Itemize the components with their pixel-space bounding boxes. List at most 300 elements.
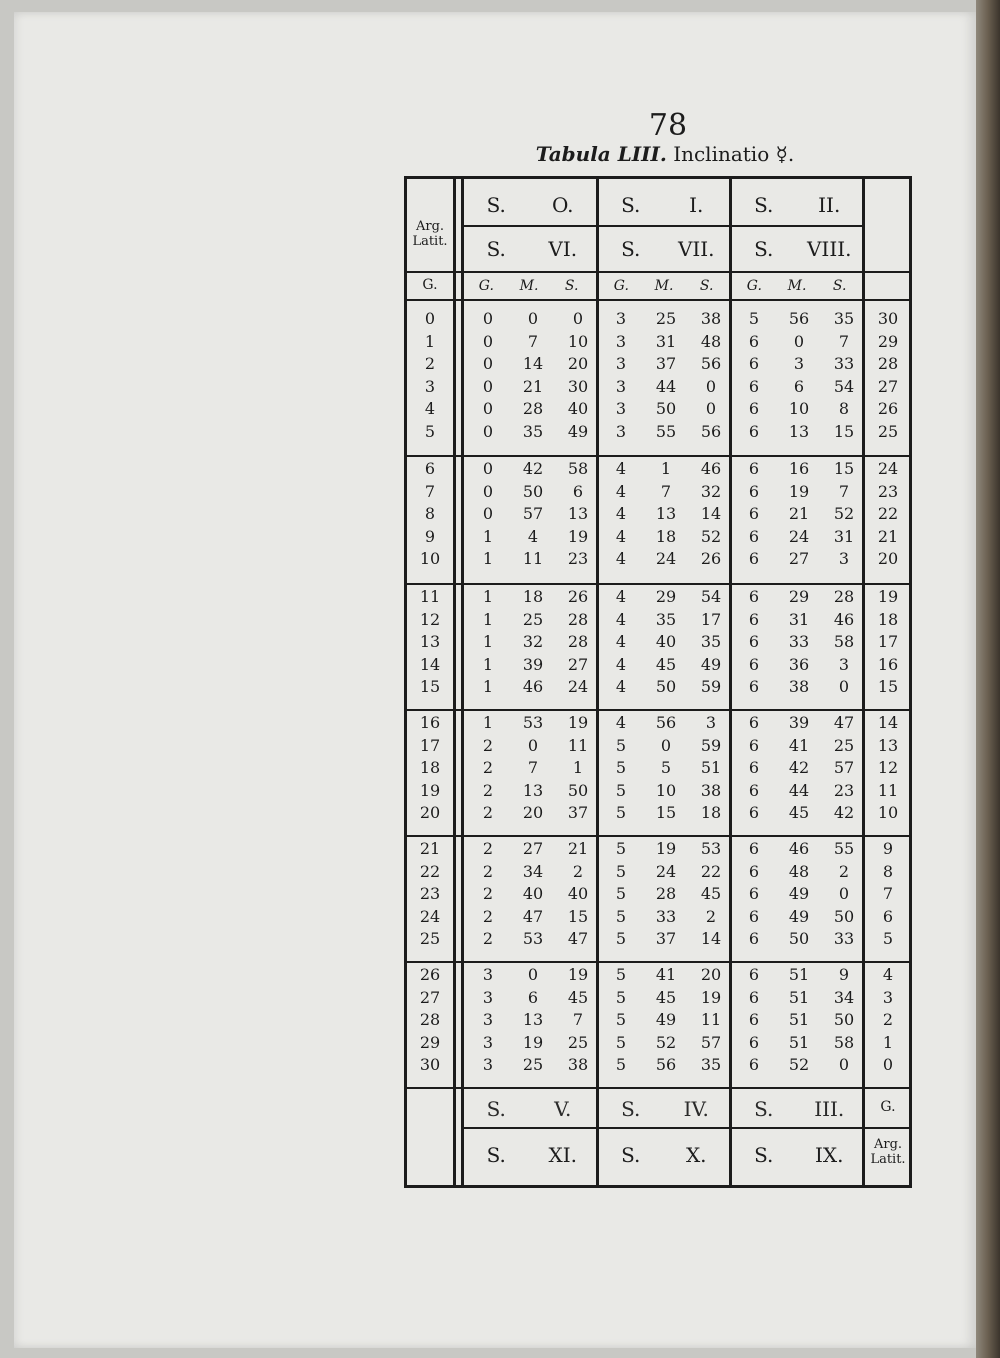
arg-degree-cell: 12 <box>419 609 441 629</box>
sign-s: S. <box>754 193 774 217</box>
seconds-cell: 26 <box>700 549 722 568</box>
unit-s: S. <box>832 278 847 294</box>
sign-header <box>731 185 862 225</box>
degrees-cell: 6 <box>748 399 760 418</box>
seconds-cell: 2 <box>572 861 584 881</box>
degrees-cell: 4 <box>615 587 627 606</box>
sign-s: S. <box>486 1097 506 1121</box>
seconds-cell: 31 <box>833 526 855 546</box>
complement-degree-cell: 20 <box>877 549 899 568</box>
seconds-cell: 2 <box>705 906 717 926</box>
minutes-cell: 0 <box>660 735 672 755</box>
arg-degree-cell: 28 <box>419 1010 441 1029</box>
arg-degree-cell: 25 <box>419 929 441 948</box>
complement-degree-cell: 12 <box>877 758 899 777</box>
degrees-cell: 6 <box>748 354 760 373</box>
complement-degree-cell: 19 <box>877 587 899 606</box>
unit-header <box>600 273 728 299</box>
minutes-cell: 56 <box>788 309 810 328</box>
minutes-cell: 7 <box>527 331 539 351</box>
minutes-cell: 10 <box>655 780 677 800</box>
arg-degree-cell: 0 <box>424 309 436 328</box>
seconds-cell: 50 <box>833 1010 855 1029</box>
minutes-cell: 36 <box>788 654 810 674</box>
degrees-cell: 5 <box>615 1055 627 1074</box>
table-row <box>407 781 909 803</box>
minutes-cell: 25 <box>655 309 677 328</box>
minutes-cell: 35 <box>522 421 544 441</box>
seconds-cell: 52 <box>833 504 855 523</box>
minutes-cell: 37 <box>655 354 677 373</box>
sign-s: S. <box>486 1143 506 1167</box>
unit-g: G. <box>478 278 494 294</box>
arg-degree-cell: 24 <box>419 906 441 926</box>
rule <box>407 583 909 585</box>
arg-degree-cell: 23 <box>419 884 441 903</box>
seconds-cell: 19 <box>567 713 589 732</box>
minutes-cell: 44 <box>655 376 677 396</box>
degrees-cell: 3 <box>615 376 627 396</box>
seconds-cell: 11 <box>700 1010 722 1029</box>
degrees-cell: 5 <box>615 735 627 755</box>
table-row <box>407 332 909 354</box>
minutes-cell: 13 <box>788 421 810 441</box>
degrees-cell: 2 <box>482 929 494 948</box>
degrees-cell: 5 <box>615 758 627 777</box>
minutes-cell: 14 <box>522 354 544 373</box>
degrees-cell: 6 <box>748 861 760 881</box>
table-row <box>407 377 909 399</box>
table-row <box>407 713 909 735</box>
seconds-cell: 59 <box>700 735 722 755</box>
arg-degree-cell: 22 <box>419 861 441 881</box>
minutes-cell: 15 <box>655 803 677 822</box>
degrees-cell: 6 <box>748 965 760 984</box>
seconds-cell: 35 <box>833 309 855 328</box>
unit-header <box>465 273 593 299</box>
seconds-cell: 10 <box>567 331 589 351</box>
minutes-cell: 0 <box>793 331 805 351</box>
book-spine-edge <box>976 0 1000 1358</box>
sign-numeral: VII. <box>677 237 715 261</box>
degrees-cell: 4 <box>615 632 627 651</box>
seconds-cell: 57 <box>833 758 855 777</box>
seconds-cell: 0 <box>838 884 850 903</box>
seconds-cell: 47 <box>567 929 589 948</box>
minutes-cell: 50 <box>655 677 677 696</box>
rule <box>407 455 909 457</box>
degrees-cell: 6 <box>748 526 760 546</box>
sign-numeral: VI. <box>548 237 578 261</box>
minutes-cell: 33 <box>788 632 810 651</box>
seconds-cell: 40 <box>567 399 589 418</box>
degrees-cell: 5 <box>615 965 627 984</box>
seconds-cell: 14 <box>700 929 722 948</box>
minutes-cell: 32 <box>522 632 544 651</box>
degrees-cell: 6 <box>748 929 760 948</box>
sign-s: S. <box>754 237 774 261</box>
degrees-cell: 4 <box>615 504 627 523</box>
degrees-cell: 6 <box>748 504 760 523</box>
unit-g: G. <box>746 278 762 294</box>
degrees-cell: 3 <box>482 1055 494 1074</box>
degrees-cell: 6 <box>748 1032 760 1052</box>
inclination-table <box>404 176 912 1188</box>
unit-s: S. <box>699 278 714 294</box>
minutes-cell: 49 <box>788 906 810 926</box>
degrees-cell: 2 <box>482 780 494 800</box>
complement-degree-cell: 30 <box>877 309 899 328</box>
complement-degree-cell: 6 <box>882 906 894 926</box>
degrees-cell: 4 <box>615 481 627 501</box>
sign-header <box>463 229 596 269</box>
table-row <box>407 929 909 951</box>
seconds-cell: 28 <box>567 632 589 651</box>
unit-m: M. <box>519 278 539 294</box>
minutes-cell: 10 <box>788 399 810 418</box>
table-row <box>407 504 909 526</box>
degrees-cell: 6 <box>748 654 760 674</box>
minutes-cell: 28 <box>655 884 677 903</box>
minutes-cell: 42 <box>788 758 810 777</box>
degrees-cell: 2 <box>482 861 494 881</box>
complement-degree-cell: 29 <box>877 331 899 351</box>
sign-footer <box>463 1089 596 1129</box>
degrees-cell: 6 <box>748 884 760 903</box>
complement-degree-cell: 16 <box>877 654 899 674</box>
seconds-cell: 0 <box>838 1055 850 1074</box>
seconds-cell: 50 <box>567 780 589 800</box>
seconds-cell: 0 <box>838 677 850 696</box>
table-title <box>470 142 860 166</box>
complement-degree-cell: 8 <box>882 861 894 881</box>
seconds-cell: 35 <box>700 1055 722 1074</box>
seconds-cell: 45 <box>567 987 589 1007</box>
minutes-cell: 25 <box>522 1055 544 1074</box>
minutes-cell: 37 <box>655 929 677 948</box>
sign-header <box>598 185 729 225</box>
degrees-cell: 6 <box>748 758 760 777</box>
minutes-cell: 52 <box>655 1032 677 1052</box>
degrees-cell: 2 <box>482 884 494 903</box>
minutes-cell: 44 <box>788 780 810 800</box>
degrees-cell: 5 <box>615 906 627 926</box>
table-row <box>407 459 909 481</box>
seconds-cell: 1 <box>572 758 584 777</box>
degrees-cell: 5 <box>615 1032 627 1052</box>
degrees-cell: 6 <box>748 1055 760 1074</box>
seconds-cell: 59 <box>700 677 722 696</box>
degrees-cell: 6 <box>748 376 760 396</box>
seconds-cell: 51 <box>700 758 722 777</box>
degrees-cell: 5 <box>748 309 760 328</box>
minutes-cell: 51 <box>788 965 810 984</box>
minutes-cell: 46 <box>788 839 810 858</box>
degrees-cell: 6 <box>748 839 760 858</box>
seconds-cell: 14 <box>700 504 722 523</box>
degrees-cell: 3 <box>615 421 627 441</box>
sign-numeral: I. <box>689 193 704 217</box>
minutes-cell: 33 <box>655 906 677 926</box>
degrees-cell: 3 <box>615 331 627 351</box>
degrees-cell: 6 <box>748 331 760 351</box>
degrees-cell: 6 <box>748 713 760 732</box>
seconds-cell: 25 <box>567 1032 589 1052</box>
degrees-cell: 1 <box>482 549 494 568</box>
degrees-cell: 0 <box>482 399 494 418</box>
seconds-cell: 3 <box>705 713 717 732</box>
table-row <box>407 549 909 571</box>
table-row <box>407 632 909 654</box>
arg-degree-cell: 2 <box>424 354 436 373</box>
table-row <box>407 482 909 504</box>
unit-m: M. <box>787 278 807 294</box>
degrees-cell: 5 <box>615 1010 627 1029</box>
minutes-cell: 55 <box>655 421 677 441</box>
minutes-cell: 6 <box>793 376 805 396</box>
seconds-cell: 54 <box>833 376 855 396</box>
degrees-cell: 6 <box>748 677 760 696</box>
degrees-cell: 4 <box>615 677 627 696</box>
minutes-cell: 11 <box>522 549 544 568</box>
degrees-cell: 6 <box>748 549 760 568</box>
degrees-cell: 4 <box>615 549 627 568</box>
seconds-cell: 46 <box>833 609 855 629</box>
sign-footer <box>598 1089 729 1129</box>
arg-degree-cell: 6 <box>424 459 436 478</box>
arg-degree-cell: 8 <box>424 504 436 523</box>
degrees-cell: 6 <box>748 632 760 651</box>
minutes-cell: 49 <box>788 884 810 903</box>
minutes-cell: 18 <box>522 587 544 606</box>
degrees-cell: 1 <box>482 677 494 696</box>
seconds-cell: 45 <box>700 884 722 903</box>
sign-header <box>731 229 862 269</box>
minutes-cell: 46 <box>522 677 544 696</box>
seconds-cell: 20 <box>700 965 722 984</box>
degrees-cell: 4 <box>615 713 627 732</box>
seconds-cell: 38 <box>700 780 722 800</box>
complement-degree-cell: 28 <box>877 354 899 373</box>
minutes-cell: 3 <box>793 354 805 373</box>
minutes-cell: 29 <box>655 587 677 606</box>
degrees-cell: 1 <box>482 654 494 674</box>
table-title-label: Tabula LIII. <box>535 142 667 166</box>
seconds-cell: 20 <box>567 354 589 373</box>
sign-numeral: XI. <box>548 1143 577 1167</box>
seconds-cell: 17 <box>700 609 722 629</box>
sign-numeral: IV. <box>683 1097 709 1121</box>
degrees-cell: 5 <box>615 861 627 881</box>
minutes-cell: 6 <box>527 987 539 1007</box>
degrees-cell: 2 <box>482 735 494 755</box>
degrees-cell: 3 <box>615 354 627 373</box>
unit-header <box>733 273 861 299</box>
complement-degree-cell: 11 <box>877 780 899 800</box>
complement-degree-cell: 10 <box>877 803 899 822</box>
minutes-cell: 5 <box>660 758 672 777</box>
minutes-cell: 41 <box>788 735 810 755</box>
degrees-cell: 5 <box>615 884 627 903</box>
arg-degree-cell: 14 <box>419 654 441 674</box>
sign-footer <box>598 1135 729 1175</box>
minutes-cell: 49 <box>655 1010 677 1029</box>
degrees-cell: 6 <box>748 735 760 755</box>
minutes-cell: 52 <box>788 1055 810 1074</box>
complement-degree-cell: 15 <box>877 677 899 696</box>
degrees-cell: 5 <box>615 803 627 822</box>
degrees-cell: 0 <box>482 354 494 373</box>
minutes-cell: 50 <box>788 929 810 948</box>
degrees-cell: 1 <box>482 713 494 732</box>
sign-numeral: IX. <box>815 1143 844 1167</box>
seconds-cell: 24 <box>567 677 589 696</box>
sign-footer <box>463 1135 596 1175</box>
seconds-cell: 9 <box>838 965 850 984</box>
degrees-cell: 5 <box>615 987 627 1007</box>
sign-numeral: X. <box>685 1143 707 1167</box>
minutes-cell: 34 <box>522 861 544 881</box>
minutes-cell: 24 <box>655 549 677 568</box>
degrees-cell: 3 <box>615 309 627 328</box>
seconds-cell: 13 <box>567 504 589 523</box>
degrees-cell: 6 <box>748 987 760 1007</box>
complement-degree-cell: 9 <box>882 839 894 858</box>
degrees-cell: 2 <box>482 839 494 858</box>
seconds-cell: 7 <box>838 331 850 351</box>
rule <box>407 835 909 837</box>
table-row <box>407 803 909 825</box>
minutes-cell: 16 <box>788 459 810 478</box>
minutes-cell: 51 <box>788 987 810 1007</box>
minutes-cell: 35 <box>655 609 677 629</box>
seconds-cell: 15 <box>833 421 855 441</box>
seconds-cell: 42 <box>833 803 855 822</box>
complement-degree-cell: 13 <box>877 735 899 755</box>
minutes-cell: 13 <box>655 504 677 523</box>
minutes-cell: 4 <box>527 526 539 546</box>
degrees-cell: 3 <box>615 399 627 418</box>
seconds-cell: 35 <box>700 632 722 651</box>
table-title-text: Inclinatio ☿. <box>673 142 795 166</box>
arg-degree-cell: 17 <box>419 735 441 755</box>
complement-degree-cell: 27 <box>877 376 899 396</box>
table-row <box>407 758 909 780</box>
table-row <box>407 1010 909 1032</box>
degrees-cell: 3 <box>482 1010 494 1029</box>
minutes-cell: 1 <box>660 459 672 478</box>
seconds-cell: 21 <box>567 839 589 858</box>
seconds-cell: 50 <box>833 906 855 926</box>
arg-latit-label: Arg. Latit. <box>870 1137 906 1167</box>
seconds-cell: 0 <box>572 309 584 328</box>
table-row <box>407 839 909 861</box>
seconds-cell: 53 <box>700 839 722 858</box>
seconds-cell: 38 <box>567 1055 589 1074</box>
degrees-cell: 6 <box>748 609 760 629</box>
minutes-cell: 47 <box>522 906 544 926</box>
table-row <box>407 736 909 758</box>
sign-numeral: III. <box>814 1097 845 1121</box>
table-row <box>407 1033 909 1055</box>
table-row <box>407 965 909 987</box>
table-row <box>407 907 909 929</box>
seconds-cell: 54 <box>700 587 722 606</box>
seconds-cell: 49 <box>700 654 722 674</box>
sign-numeral: VIII. <box>806 237 852 261</box>
table-row <box>407 610 909 632</box>
seconds-cell: 3 <box>838 654 850 674</box>
sign-s: S. <box>486 237 506 261</box>
seconds-cell: 38 <box>700 309 722 328</box>
seconds-cell: 8 <box>838 399 850 418</box>
sign-s: S. <box>621 1097 641 1121</box>
complement-degree-cell: 3 <box>882 987 894 1007</box>
degrees-cell: 3 <box>482 965 494 984</box>
degrees-cell: 4 <box>615 609 627 629</box>
sign-footer <box>731 1089 862 1129</box>
minutes-cell: 40 <box>655 632 677 651</box>
rule <box>407 961 909 963</box>
degrees-cell: 0 <box>482 309 494 328</box>
seconds-cell: 37 <box>567 803 589 822</box>
seconds-cell: 47 <box>833 713 855 732</box>
degrees-cell: 5 <box>615 780 627 800</box>
seconds-cell: 56 <box>700 354 722 373</box>
arg-degree-cell: 5 <box>424 421 436 441</box>
seconds-cell: 22 <box>700 861 722 881</box>
table-row <box>407 354 909 376</box>
seconds-cell: 2 <box>838 861 850 881</box>
seconds-cell: 58 <box>567 459 589 478</box>
minutes-cell: 45 <box>788 803 810 822</box>
arg-degree-cell: 9 <box>424 526 436 546</box>
degree-unit-label: G. <box>422 277 438 293</box>
seconds-cell: 30 <box>567 376 589 396</box>
table-row <box>407 655 909 677</box>
degrees-cell: 6 <box>748 421 760 441</box>
minutes-cell: 53 <box>522 929 544 948</box>
seconds-cell: 55 <box>833 839 855 858</box>
seconds-cell: 58 <box>833 1032 855 1052</box>
complement-degree-cell: 4 <box>882 965 894 984</box>
sign-s: S. <box>754 1143 774 1167</box>
seconds-cell: 52 <box>700 526 722 546</box>
seconds-cell: 6 <box>572 481 584 501</box>
degrees-cell: 0 <box>482 459 494 478</box>
arg-degree-cell: 29 <box>419 1032 441 1052</box>
degrees-cell: 6 <box>748 459 760 478</box>
sign-header <box>598 229 729 269</box>
unit-m: M. <box>654 278 674 294</box>
arg-degree-cell: 15 <box>419 677 441 696</box>
minutes-cell: 56 <box>655 713 677 732</box>
seconds-cell: 18 <box>700 803 722 822</box>
seconds-cell: 33 <box>833 354 855 373</box>
degrees-cell: 4 <box>615 459 627 478</box>
seconds-cell: 7 <box>572 1010 584 1029</box>
minutes-cell: 51 <box>788 1032 810 1052</box>
degrees-cell: 0 <box>482 504 494 523</box>
minutes-cell: 13 <box>522 1010 544 1029</box>
sign-s: S. <box>621 237 641 261</box>
seconds-cell: 28 <box>833 587 855 606</box>
arg-latit-label: Arg. Latit. <box>412 219 448 249</box>
seconds-cell: 23 <box>567 549 589 568</box>
seconds-cell: 34 <box>833 987 855 1007</box>
minutes-cell: 42 <box>522 459 544 478</box>
minutes-cell: 41 <box>655 965 677 984</box>
